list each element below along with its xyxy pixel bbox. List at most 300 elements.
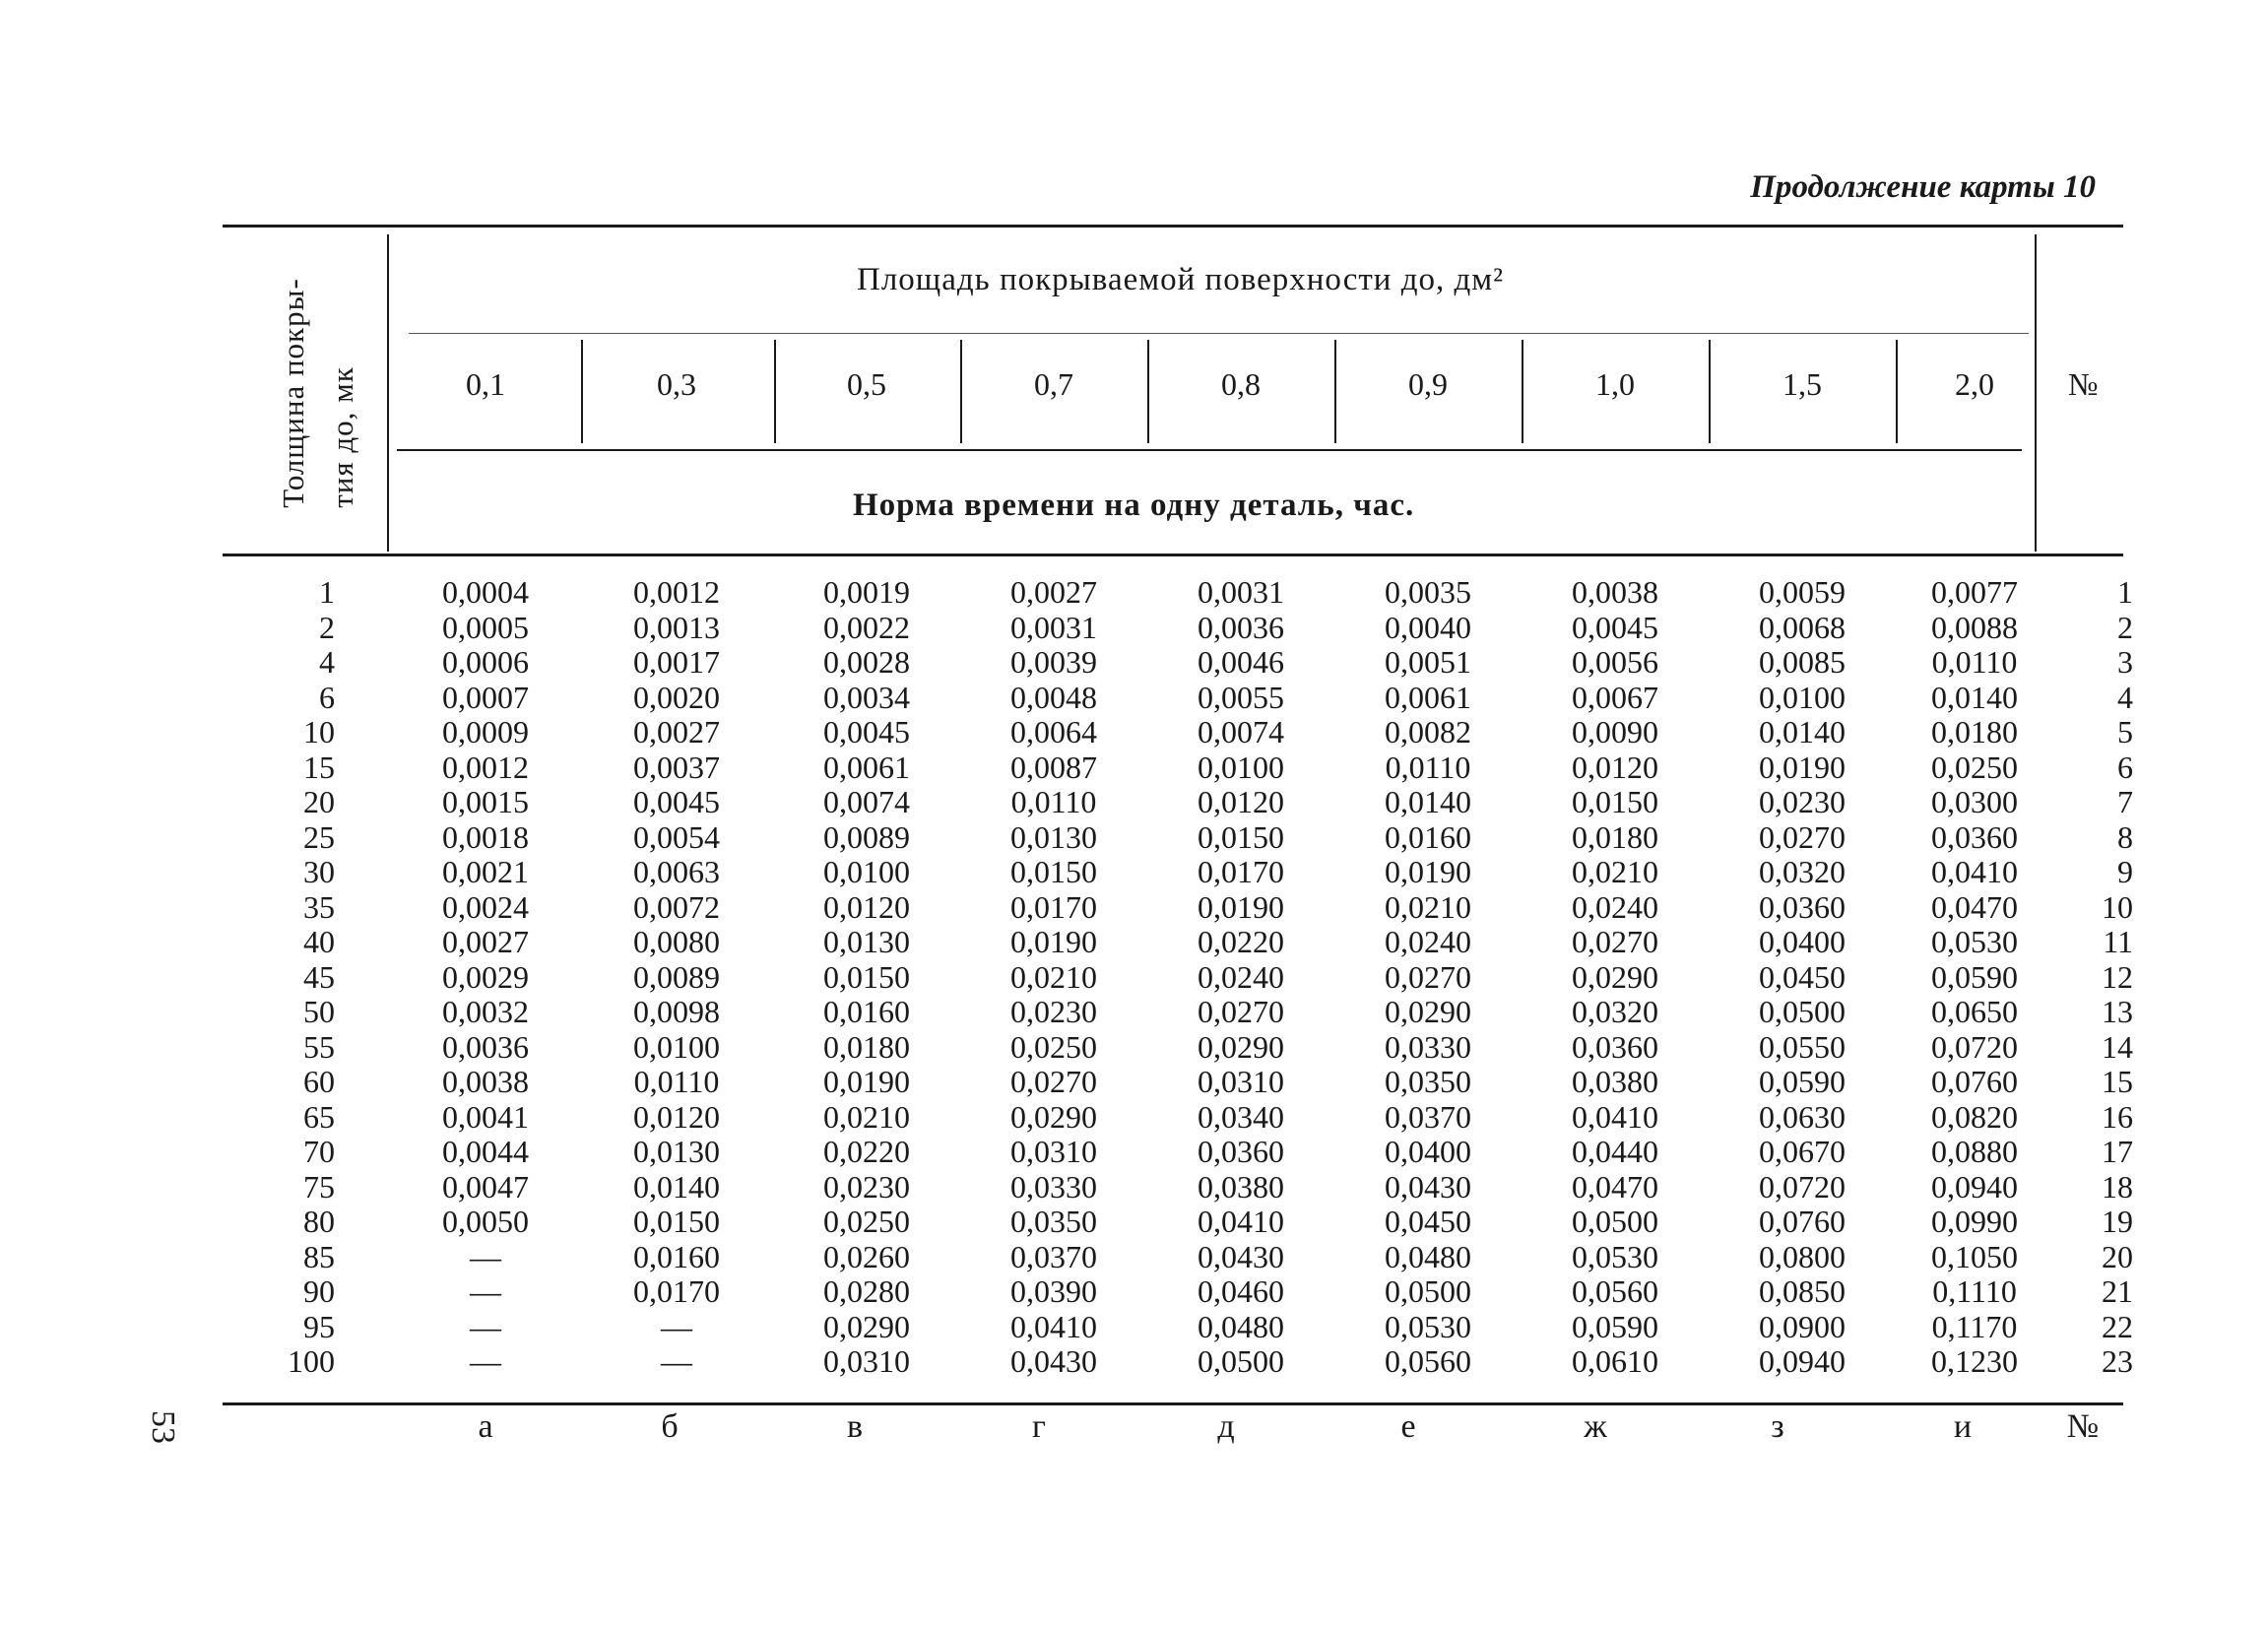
- norm-value-cell: 0,0400: [1759, 924, 1846, 959]
- norm-value-cell: 0,0550: [1759, 1028, 1846, 1065]
- thickness-cell: 10: [303, 714, 335, 749]
- norm-value-cell: 0,0330: [1010, 1168, 1097, 1205]
- norm-value-cell: 0,0061: [823, 749, 910, 785]
- norm-value-cell: 0,0670: [1759, 1134, 1846, 1169]
- norm-value-cell: 0,0170: [1198, 854, 1284, 889]
- norm-value-cell: 0,0270: [1010, 1064, 1097, 1099]
- norm-value-cell: 0,0560: [1385, 1343, 1471, 1379]
- norm-value-cell: 0,0350: [1010, 1204, 1097, 1239]
- norm-value-cell: 0,0290: [1572, 958, 1658, 995]
- thickness-cell: 20: [303, 784, 335, 819]
- norm-value-cell: 0,0019: [823, 574, 910, 610]
- norm-value-cell: 0,0100: [633, 1028, 720, 1065]
- norm-value-cell: 0,0270: [1385, 958, 1471, 995]
- norm-value-cell: 0,0130: [823, 924, 910, 959]
- norm-value-cell: 0,0530: [1572, 1238, 1658, 1274]
- row-number-cell: 2: [2117, 609, 2133, 645]
- norm-value-cell: 0,0015: [442, 784, 529, 819]
- norm-value-cell: 0,0590: [1572, 1308, 1658, 1344]
- norm-value-cell: 0,0018: [442, 818, 529, 855]
- table-row: [0, 784, 2268, 819]
- norm-value-cell: 0,0230: [1759, 784, 1846, 819]
- norm-value-cell: —: [470, 1273, 501, 1309]
- thickness-cell: 95: [303, 1308, 335, 1344]
- table-row: [0, 994, 2268, 1029]
- norm-value-cell: 0,0230: [823, 1168, 910, 1205]
- norm-value-cell: 0,0500: [1759, 994, 1846, 1029]
- norm-value-cell: 0,0032: [442, 994, 529, 1029]
- table-row: [0, 1064, 2268, 1099]
- table-row: [0, 749, 2268, 785]
- norm-value-cell: 0,0360: [1759, 888, 1846, 925]
- norm-value-cell: 0,0460: [1198, 1273, 1284, 1309]
- area-col-header: 1,0: [1595, 366, 1635, 402]
- norm-value-cell: 0,0041: [442, 1098, 529, 1135]
- norm-value-cell: 0,0880: [1931, 1134, 2018, 1169]
- thickness-header-line2: тия до, мк: [325, 366, 359, 508]
- thickness-header-line1: Толщина покры-: [276, 278, 310, 508]
- norm-value-cell: 0,0450: [1759, 958, 1846, 995]
- norm-value-cell: 0,0990: [1931, 1204, 2018, 1239]
- norm-value-cell: 0,0063: [633, 854, 720, 889]
- norm-value-cell: 0,0210: [1385, 888, 1471, 925]
- table-row: [0, 574, 2268, 610]
- norm-value-cell: 0,0410: [1010, 1308, 1097, 1344]
- norm-value-cell: 0,0036: [442, 1028, 529, 1065]
- norm-value-cell: 0,0005: [442, 609, 529, 645]
- norm-value-cell: 0,0720: [1931, 1028, 2018, 1065]
- norm-value-cell: 0,0036: [1198, 609, 1284, 645]
- norm-header: Норма времени на одну деталь, час.: [853, 488, 1415, 523]
- norm-value-cell: 0,0045: [823, 714, 910, 749]
- norm-value-cell: 0,0100: [1198, 749, 1284, 785]
- row-number-cell: 11: [2103, 924, 2133, 959]
- norm-value-cell: 0,0089: [823, 818, 910, 855]
- norm-value-cell: 0,0240: [1198, 958, 1284, 995]
- norm-value-cell: 0,0150: [823, 958, 910, 995]
- norm-value-cell: 0,0940: [1759, 1343, 1846, 1379]
- norm-value-cell: 0,0082: [1385, 714, 1471, 749]
- norm-value-cell: 0,0180: [823, 1028, 910, 1065]
- norm-value-cell: —: [470, 1238, 501, 1274]
- norm-value-cell: 0,0300: [1931, 784, 2018, 819]
- norm-value-cell: 0,0056: [1572, 644, 1658, 680]
- norm-value-cell: 0,0140: [633, 1168, 720, 1205]
- norm-value-cell: 0,0340: [1198, 1098, 1284, 1135]
- norm-value-cell: 0,0150: [1572, 784, 1658, 819]
- thickness-cell: 45: [303, 958, 335, 995]
- norm-value-cell: 0,0012: [442, 749, 529, 785]
- area-col-header: 1,5: [1782, 366, 1822, 402]
- row-number-cell: 14: [2102, 1028, 2133, 1065]
- norm-value-cell: 0,0038: [1572, 574, 1658, 610]
- norm-value-cell: 0,0170: [1010, 888, 1097, 925]
- area-header-rule: [409, 333, 2029, 334]
- norm-value-cell: 0,0017: [633, 644, 720, 680]
- norm-value-cell: 0,0480: [1385, 1238, 1471, 1274]
- norm-value-cell: 0,0190: [1759, 749, 1846, 785]
- table-row: [0, 924, 2268, 959]
- norm-value-cell: 0,0440: [1572, 1134, 1658, 1169]
- norm-value-cell: 0,0150: [633, 1204, 720, 1239]
- norm-value-cell: 0,0090: [1572, 714, 1658, 749]
- norm-value-cell: 0,0220: [823, 1134, 910, 1169]
- norm-value-cell: 0,0430: [1198, 1238, 1284, 1274]
- norm-value-cell: 0,0087: [1010, 749, 1097, 785]
- row-number-cell: 8: [2117, 818, 2133, 855]
- norm-value-cell: 0,0074: [1198, 714, 1284, 749]
- norm-value-cell: 0,0046: [1198, 644, 1284, 680]
- norm-value-cell: 0,0047: [442, 1168, 529, 1205]
- norm-value-cell: 0,0072: [633, 888, 720, 925]
- area-header: Площадь покрываемой поверхности до, дм²: [857, 262, 1505, 297]
- norm-value-cell: 0,1230: [1931, 1343, 2018, 1379]
- norm-value-cell: 0,0350: [1385, 1064, 1471, 1099]
- area-col-header: 0,5: [847, 366, 886, 402]
- norm-value-cell: 0,0028: [823, 644, 910, 680]
- row-number-cell: 20: [2102, 1238, 2133, 1274]
- norm-value-cell: 0,0310: [823, 1343, 910, 1379]
- norm-value-cell: 0,0051: [1385, 644, 1471, 680]
- norm-value-cell: 0,0650: [1931, 994, 2018, 1029]
- norm-value-cell: 0,0120: [1572, 749, 1658, 785]
- norm-value-cell: 0,0068: [1759, 609, 1846, 645]
- norm-value-cell: 0,0190: [1385, 854, 1471, 889]
- norm-value-cell: 0,0061: [1385, 679, 1471, 715]
- thickness-cell: 55: [303, 1028, 335, 1065]
- norm-value-cell: 0,0530: [1931, 924, 2018, 959]
- norm-value-cell: 0,0160: [1385, 818, 1471, 855]
- norm-value-cell: 0,0059: [1759, 574, 1846, 610]
- area-col-divider: [581, 340, 583, 443]
- area-col-header: 0,3: [657, 366, 696, 402]
- norm-value-cell: 0,0430: [1010, 1343, 1097, 1379]
- norm-value-cell: 0,0320: [1572, 994, 1658, 1029]
- continuation-title: Продолжение карты 10: [1750, 169, 2096, 205]
- norm-value-cell: 0,0012: [633, 574, 720, 610]
- norm-value-cell: 0,0048: [1010, 679, 1097, 715]
- table-bottom-rule: [223, 1402, 2123, 1405]
- table-row: [0, 1309, 2268, 1344]
- norm-value-cell: 0,0310: [1198, 1064, 1284, 1099]
- norm-value-cell: 0,0120: [823, 888, 910, 925]
- norm-value-cell: 0,0190: [1198, 888, 1284, 925]
- norm-value-cell: 0,0240: [1572, 888, 1658, 925]
- norm-value-cell: 0,0820: [1931, 1098, 2018, 1135]
- table-row: [0, 889, 2268, 925]
- norm-value-cell: 0,0054: [633, 818, 720, 855]
- norm-value-cell: 0,0210: [823, 1098, 910, 1135]
- row-number-cell: 3: [2117, 644, 2133, 680]
- table-row: [0, 959, 2268, 995]
- row-number-cell: 12: [2102, 958, 2133, 995]
- norm-value-cell: 0,0180: [1931, 714, 2018, 749]
- table-row: [0, 1169, 2268, 1205]
- table-row: [0, 680, 2268, 715]
- norm-value-cell: 0,0610: [1572, 1343, 1658, 1379]
- area-col-divider: [1709, 340, 1711, 443]
- norm-value-cell: 0,0006: [442, 644, 529, 680]
- norm-value-cell: 0,0380: [1198, 1168, 1284, 1205]
- norm-value-cell: 0,0013: [633, 609, 720, 645]
- norm-value-cell: 0,0170: [633, 1273, 720, 1309]
- table-row: [0, 644, 2268, 680]
- norm-value-cell: 0,1050: [1931, 1238, 2018, 1274]
- table-row: [0, 854, 2268, 889]
- footer-letter: в: [846, 1408, 864, 1445]
- table-row: [0, 1204, 2268, 1239]
- norm-value-cell: 0,0040: [1385, 609, 1471, 645]
- area-col-divider: [1147, 340, 1149, 443]
- norm-value-cell: 0,0370: [1010, 1238, 1097, 1274]
- thickness-cell: 70: [303, 1134, 335, 1169]
- thickness-header: [254, 232, 382, 554]
- table-row: [0, 1099, 2268, 1135]
- norm-value-cell: 0,0180: [1572, 818, 1658, 855]
- thickness-cell: 90: [303, 1273, 335, 1309]
- row-number-cell: 9: [2117, 854, 2133, 889]
- footer-letter: а: [478, 1408, 493, 1445]
- norm-value-cell: 0,0140: [1759, 714, 1846, 749]
- norm-value-cell: 0,0240: [1385, 924, 1471, 959]
- table-row: [0, 1239, 2268, 1274]
- thickness-cell: 6: [319, 679, 335, 715]
- norm-value-cell: 0,0140: [1931, 679, 2018, 715]
- footer-letter: д: [1217, 1408, 1235, 1445]
- table-row: [0, 1029, 2268, 1065]
- norm-value-cell: 0,0031: [1010, 609, 1097, 645]
- norm-value-cell: 0,0045: [633, 784, 720, 819]
- norm-value-cell: 0,0270: [1572, 924, 1658, 959]
- norm-value-cell: 0,0480: [1198, 1308, 1284, 1344]
- norm-value-cell: 0,0210: [1010, 958, 1097, 995]
- norm-value-cell: 0,0720: [1759, 1168, 1846, 1205]
- thickness-cell: 2: [319, 609, 335, 645]
- norm-value-cell: 0,0270: [1198, 994, 1284, 1029]
- thickness-cell: 25: [303, 818, 335, 855]
- norm-value-cell: 0,0290: [823, 1308, 910, 1344]
- norm-value-cell: 0,0150: [1198, 818, 1284, 855]
- norm-value-cell: 0,0260: [823, 1238, 910, 1274]
- norm-value-cell: —: [661, 1308, 692, 1344]
- norm-value-cell: 0,0360: [1198, 1134, 1284, 1169]
- footer-letter: з: [1771, 1408, 1784, 1445]
- norm-value-cell: 0,0850: [1759, 1273, 1846, 1309]
- area-col-header: 2,0: [1955, 366, 1994, 402]
- norm-value-cell: 0,0410: [1198, 1204, 1284, 1239]
- number-header: №: [2068, 366, 2099, 402]
- norm-value-cell: 0,0500: [1572, 1204, 1658, 1239]
- table-row: [0, 819, 2268, 855]
- norm-value-cell: 0,0037: [633, 749, 720, 785]
- thickness-cell: 50: [303, 994, 335, 1029]
- norm-value-cell: 0,0080: [633, 924, 720, 959]
- norm-value-cell: 0,0290: [1010, 1098, 1097, 1135]
- norm-value-cell: 0,0098: [633, 994, 720, 1029]
- norm-value-cell: 0,0800: [1759, 1238, 1846, 1274]
- norm-value-cell: 0,0470: [1931, 888, 2018, 925]
- norm-value-cell: 0,0089: [633, 958, 720, 995]
- norm-value-cell: 0,0250: [823, 1204, 910, 1239]
- norm-value-cell: 0,0310: [1010, 1134, 1097, 1169]
- table-row: [0, 1343, 2268, 1379]
- row-number-cell: 21: [2102, 1273, 2133, 1309]
- norm-value-cell: 0,0560: [1572, 1273, 1658, 1309]
- row-number-cell: 17: [2102, 1134, 2133, 1169]
- norm-value-cell: 0,0067: [1572, 679, 1658, 715]
- footer-number: №: [2066, 1408, 2100, 1445]
- norm-value-cell: 0,0530: [1385, 1308, 1471, 1344]
- norm-value-cell: 0,0150: [1010, 854, 1097, 889]
- area-col-header: 0,1: [466, 366, 505, 402]
- thickness-cell: 15: [303, 749, 335, 785]
- norm-value-cell: 0,0230: [1010, 994, 1097, 1029]
- norm-value-cell: 0,0009: [442, 714, 529, 749]
- norm-value-cell: 0,0590: [1759, 1064, 1846, 1099]
- norm-value-cell: 0,0290: [1385, 994, 1471, 1029]
- footer-letter: ж: [1584, 1408, 1607, 1445]
- norm-value-cell: 0,0039: [1010, 644, 1097, 680]
- norm-value-cell: 0,0130: [633, 1134, 720, 1169]
- norm-value-cell: 0,0024: [442, 888, 529, 925]
- norm-value-cell: 0,0110: [633, 1064, 720, 1099]
- row-number-cell: 10: [2102, 888, 2133, 925]
- norm-value-cell: 0,0290: [1198, 1028, 1284, 1065]
- norm-value-cell: 0,0250: [1931, 749, 2018, 785]
- area-col-divider: [1522, 340, 1523, 443]
- norm-header-rule: [397, 449, 2022, 451]
- row-number-cell: 23: [2102, 1343, 2133, 1379]
- norm-value-cell: 0,0210: [1572, 854, 1658, 889]
- norm-value-cell: 0,0110: [1385, 749, 1471, 785]
- thickness-cell: 1: [319, 574, 335, 610]
- thickness-cell: 35: [303, 888, 335, 925]
- norm-value-cell: 0,0034: [823, 679, 910, 715]
- norm-value-cell: 0,0630: [1759, 1098, 1846, 1135]
- area-col-header: 0,7: [1034, 366, 1073, 402]
- norm-value-cell: —: [470, 1343, 501, 1379]
- norm-value-cell: 0,0900: [1759, 1308, 1846, 1344]
- norm-value-cell: 0,0007: [442, 679, 529, 715]
- norm-value-cell: 0,0410: [1572, 1098, 1658, 1135]
- row-number-cell: 1: [2117, 574, 2133, 610]
- norm-value-cell: 0,0027: [633, 714, 720, 749]
- thickness-cell: 75: [303, 1168, 335, 1205]
- norm-value-cell: 0,0055: [1198, 679, 1284, 715]
- norm-value-cell: 0,0320: [1759, 854, 1846, 889]
- header-bottom-rule: [223, 554, 2123, 556]
- norm-value-cell: 0,0140: [1385, 784, 1471, 819]
- row-number-cell: 5: [2117, 714, 2133, 749]
- thickness-cell: 4: [319, 644, 335, 680]
- area-col-header: 0,9: [1408, 366, 1448, 402]
- norm-value-cell: 0,0760: [1759, 1204, 1846, 1239]
- norm-value-cell: 0,0410: [1931, 854, 2018, 889]
- thickness-cell: 85: [303, 1238, 335, 1274]
- norm-value-cell: 0,0500: [1198, 1343, 1284, 1379]
- table-row: [0, 1273, 2268, 1309]
- thickness-cell: 30: [303, 854, 335, 889]
- norm-value-cell: 0,0077: [1931, 574, 2018, 610]
- norm-value-cell: 0,0160: [823, 994, 910, 1029]
- norm-value-cell: 0,0470: [1572, 1168, 1658, 1205]
- norm-value-cell: 0,0045: [1572, 609, 1658, 645]
- row-number-cell: 15: [2102, 1064, 2133, 1099]
- thickness-cell: 80: [303, 1204, 335, 1239]
- norm-value-cell: 0,0280: [823, 1273, 910, 1309]
- norm-value-cell: 0,0027: [1010, 574, 1097, 610]
- thickness-cell: 60: [303, 1064, 335, 1099]
- table-row: [0, 714, 2268, 749]
- row-number-cell: 22: [2102, 1308, 2133, 1344]
- norm-value-cell: 0,0590: [1931, 958, 2018, 995]
- norm-value-cell: 0,0330: [1385, 1028, 1471, 1065]
- norm-value-cell: 0,0100: [1759, 679, 1846, 715]
- norm-value-cell: 0,0120: [1198, 784, 1284, 819]
- norm-value-cell: 0,0220: [1198, 924, 1284, 959]
- norm-value-cell: 0,0360: [1572, 1028, 1658, 1065]
- area-col-divider: [960, 340, 962, 443]
- norm-value-cell: 0,0021: [442, 854, 529, 889]
- row-number-cell: 19: [2102, 1204, 2133, 1239]
- norm-value-cell: 0,0100: [823, 854, 910, 889]
- table-top-rule: [223, 225, 2123, 228]
- row-number-cell: 16: [2102, 1098, 2133, 1135]
- norm-value-cell: 0,0380: [1572, 1064, 1658, 1099]
- norm-value-cell: —: [661, 1343, 692, 1379]
- area-col-divider: [1334, 340, 1336, 443]
- norm-value-cell: 0,0044: [442, 1134, 529, 1169]
- norm-value-cell: 0,1110: [1932, 1273, 2017, 1309]
- norm-value-cell: 0,0430: [1385, 1168, 1471, 1205]
- norm-value-cell: 0,0022: [823, 609, 910, 645]
- footer-letter: г: [1032, 1408, 1046, 1445]
- row-number-cell: 7: [2117, 784, 2133, 819]
- norm-value-cell: 0,0370: [1385, 1098, 1471, 1135]
- norm-value-cell: 0,0110: [1010, 784, 1097, 819]
- page-number: 53: [145, 1410, 181, 1444]
- footer-letter: е: [1400, 1408, 1416, 1445]
- norm-value-cell: 0,0088: [1931, 609, 2018, 645]
- norm-value-cell: 0,0110: [1931, 644, 2018, 680]
- norm-value-cell: 0,0074: [823, 784, 910, 819]
- norm-value-cell: 0,0020: [633, 679, 720, 715]
- norm-value-cell: 0,0500: [1385, 1273, 1471, 1309]
- table-row: [0, 1134, 2268, 1169]
- norm-value-cell: 0,0760: [1931, 1064, 2018, 1099]
- thickness-column-divider: [387, 234, 389, 552]
- norm-value-cell: 0,0400: [1385, 1134, 1471, 1169]
- norm-value-cell: 0,0038: [442, 1064, 529, 1099]
- norm-value-cell: 0,0085: [1759, 644, 1846, 680]
- footer-letter: и: [1953, 1408, 1973, 1445]
- thickness-cell: 40: [303, 924, 335, 959]
- norm-value-cell: 0,0064: [1010, 714, 1097, 749]
- norm-value-cell: 0,0050: [442, 1204, 529, 1239]
- norm-value-cell: 0,0940: [1931, 1168, 2018, 1205]
- norm-value-cell: 0,0029: [442, 958, 529, 995]
- norm-value-cell: 0,0190: [823, 1064, 910, 1099]
- norm-value-cell: —: [470, 1308, 501, 1344]
- norm-value-cell: 0,0004: [442, 574, 529, 610]
- norm-value-cell: 0,0035: [1385, 574, 1471, 610]
- row-number-cell: 13: [2102, 994, 2133, 1029]
- norm-value-cell: 0,0027: [442, 924, 529, 959]
- row-number-cell: 18: [2102, 1168, 2133, 1205]
- norm-value-cell: 0,1170: [1931, 1308, 2018, 1344]
- norm-value-cell: 0,0450: [1385, 1204, 1471, 1239]
- norm-value-cell: 0,0250: [1010, 1028, 1097, 1065]
